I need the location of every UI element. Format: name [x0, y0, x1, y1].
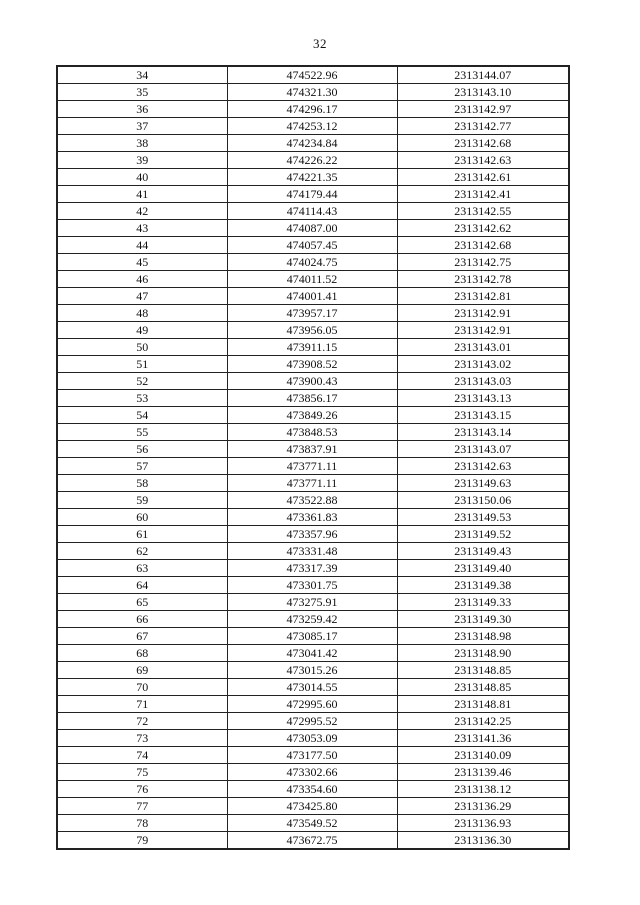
table-row [57, 66, 569, 84]
x-coordinate-cell: 473014.55 [227, 679, 397, 696]
table-row [57, 679, 569, 696]
x-coordinate-cell: 473085.17 [227, 628, 397, 645]
y-coordinate-cell: 2313142.91 [397, 322, 569, 339]
y-coordinate-cell: 2313143.15 [397, 407, 569, 424]
point-number-cell: 63 [57, 560, 227, 577]
table-row [57, 271, 569, 288]
point-number-cell: 59 [57, 492, 227, 509]
point-number-cell: 39 [57, 152, 227, 169]
table-row [57, 492, 569, 509]
y-coordinate-cell: 2313143.01 [397, 339, 569, 356]
table-row [57, 186, 569, 203]
y-coordinate-cell: 2313149.63 [397, 475, 569, 492]
y-coordinate-cell: 2313138.12 [397, 781, 569, 798]
table-row [57, 713, 569, 730]
y-coordinate-cell: 2313142.68 [397, 237, 569, 254]
x-coordinate-cell: 473301.75 [227, 577, 397, 594]
y-coordinate-cell: 2313143.07 [397, 441, 569, 458]
y-coordinate-cell: 2313142.77 [397, 118, 569, 135]
point-number-cell: 50 [57, 339, 227, 356]
x-coordinate-cell: 474087.00 [227, 220, 397, 237]
x-coordinate-cell: 473357.96 [227, 526, 397, 543]
point-number-cell: 77 [57, 798, 227, 815]
y-coordinate-cell: 2313149.53 [397, 509, 569, 526]
y-coordinate-cell: 2313136.93 [397, 815, 569, 832]
y-coordinate-cell: 2313142.81 [397, 288, 569, 305]
table-row [57, 458, 569, 475]
x-coordinate-cell: 473911.15 [227, 339, 397, 356]
x-coordinate-cell: 474114.43 [227, 203, 397, 220]
point-number-cell: 73 [57, 730, 227, 747]
y-coordinate-cell: 2313149.43 [397, 543, 569, 560]
x-coordinate-cell: 473041.42 [227, 645, 397, 662]
point-number-cell: 69 [57, 662, 227, 679]
y-coordinate-cell: 2313148.90 [397, 645, 569, 662]
x-coordinate-cell: 474253.12 [227, 118, 397, 135]
table-row [57, 764, 569, 781]
point-number-cell: 64 [57, 577, 227, 594]
coordinate-table [56, 65, 570, 850]
table-row [57, 390, 569, 407]
table-row [57, 815, 569, 832]
point-number-cell: 45 [57, 254, 227, 271]
point-number-cell: 66 [57, 611, 227, 628]
point-number-cell: 54 [57, 407, 227, 424]
x-coordinate-cell: 473275.91 [227, 594, 397, 611]
point-number-cell: 55 [57, 424, 227, 441]
table-row [57, 594, 569, 611]
y-coordinate-cell: 2313143.02 [397, 356, 569, 373]
x-coordinate-cell: 473015.26 [227, 662, 397, 679]
x-coordinate-cell: 473259.42 [227, 611, 397, 628]
point-number-cell: 72 [57, 713, 227, 730]
x-coordinate-cell: 473771.11 [227, 475, 397, 492]
y-coordinate-cell: 2313139.46 [397, 764, 569, 781]
table-row [57, 152, 569, 169]
point-number-cell: 36 [57, 101, 227, 118]
y-coordinate-cell: 2313142.68 [397, 135, 569, 152]
table-row [57, 254, 569, 271]
x-coordinate-cell: 474221.35 [227, 169, 397, 186]
point-number-cell: 71 [57, 696, 227, 713]
table-row [57, 526, 569, 543]
table-row [57, 339, 569, 356]
x-coordinate-cell: 473302.66 [227, 764, 397, 781]
y-coordinate-cell: 2313140.09 [397, 747, 569, 764]
table-row [57, 322, 569, 339]
point-number-cell: 42 [57, 203, 227, 220]
point-number-cell: 75 [57, 764, 227, 781]
x-coordinate-cell: 474179.44 [227, 186, 397, 203]
y-coordinate-cell: 2313142.41 [397, 186, 569, 203]
x-coordinate-cell: 473856.17 [227, 390, 397, 407]
y-coordinate-cell: 2313142.62 [397, 220, 569, 237]
table-row [57, 441, 569, 458]
y-coordinate-cell: 2313143.14 [397, 424, 569, 441]
x-coordinate-cell: 473549.52 [227, 815, 397, 832]
point-number-cell: 74 [57, 747, 227, 764]
y-coordinate-cell: 2313143.03 [397, 373, 569, 390]
table-row [57, 662, 569, 679]
y-coordinate-cell: 2313143.13 [397, 390, 569, 407]
table-row [57, 577, 569, 594]
x-coordinate-cell: 473425.80 [227, 798, 397, 815]
point-number-cell: 61 [57, 526, 227, 543]
point-number-cell: 62 [57, 543, 227, 560]
y-coordinate-cell: 2313148.81 [397, 696, 569, 713]
page-number: 32 [313, 36, 327, 51]
table-row [57, 645, 569, 662]
point-number-cell: 68 [57, 645, 227, 662]
y-coordinate-cell: 2313149.52 [397, 526, 569, 543]
x-coordinate-cell: 473900.43 [227, 373, 397, 390]
table-row [57, 543, 569, 560]
table-row [57, 203, 569, 220]
x-coordinate-cell: 473177.50 [227, 747, 397, 764]
table-row [57, 373, 569, 390]
x-coordinate-cell: 473361.83 [227, 509, 397, 526]
y-coordinate-cell: 2313141.36 [397, 730, 569, 747]
x-coordinate-cell: 473956.05 [227, 322, 397, 339]
y-coordinate-cell: 2313144.07 [397, 66, 569, 84]
point-number-cell: 58 [57, 475, 227, 492]
y-coordinate-cell: 2313149.33 [397, 594, 569, 611]
point-number-cell: 57 [57, 458, 227, 475]
table-row [57, 832, 569, 850]
y-coordinate-cell: 2313149.30 [397, 611, 569, 628]
x-coordinate-cell: 473672.75 [227, 832, 397, 850]
x-coordinate-cell: 474234.84 [227, 135, 397, 152]
y-coordinate-cell: 2313142.97 [397, 101, 569, 118]
table-row [57, 356, 569, 373]
x-coordinate-cell: 474024.75 [227, 254, 397, 271]
point-number-cell: 43 [57, 220, 227, 237]
table-row [57, 611, 569, 628]
y-coordinate-cell: 2313142.63 [397, 152, 569, 169]
x-coordinate-cell: 473354.60 [227, 781, 397, 798]
y-coordinate-cell: 2313142.91 [397, 305, 569, 322]
point-number-cell: 37 [57, 118, 227, 135]
table-row [57, 628, 569, 645]
x-coordinate-cell: 473771.11 [227, 458, 397, 475]
point-number-cell: 51 [57, 356, 227, 373]
point-number-cell: 52 [57, 373, 227, 390]
y-coordinate-cell: 2313149.40 [397, 560, 569, 577]
table-row [57, 237, 569, 254]
y-coordinate-cell: 2313150.06 [397, 492, 569, 509]
y-coordinate-cell: 2313143.10 [397, 84, 569, 101]
point-number-cell: 49 [57, 322, 227, 339]
point-number-cell: 46 [57, 271, 227, 288]
x-coordinate-cell: 473053.09 [227, 730, 397, 747]
point-number-cell: 78 [57, 815, 227, 832]
y-coordinate-cell: 2313136.29 [397, 798, 569, 815]
point-number-cell: 60 [57, 509, 227, 526]
x-coordinate-cell: 473908.52 [227, 356, 397, 373]
point-number-cell: 65 [57, 594, 227, 611]
point-number-cell: 34 [57, 66, 227, 84]
x-coordinate-cell: 473849.26 [227, 407, 397, 424]
x-coordinate-cell: 474321.30 [227, 84, 397, 101]
x-coordinate-cell: 474001.41 [227, 288, 397, 305]
point-number-cell: 44 [57, 237, 227, 254]
table-row [57, 475, 569, 492]
table-row [57, 169, 569, 186]
x-coordinate-cell: 472995.60 [227, 696, 397, 713]
table-row [57, 509, 569, 526]
table-row [57, 305, 569, 322]
x-coordinate-cell: 474057.45 [227, 237, 397, 254]
y-coordinate-cell: 2313142.78 [397, 271, 569, 288]
table-row [57, 730, 569, 747]
point-number-cell: 38 [57, 135, 227, 152]
point-number-cell: 40 [57, 169, 227, 186]
table-row [57, 84, 569, 101]
point-number-cell: 47 [57, 288, 227, 305]
coordinate-table-body [57, 66, 569, 849]
x-coordinate-cell: 473522.88 [227, 492, 397, 509]
y-coordinate-cell: 2313148.98 [397, 628, 569, 645]
table-row [57, 747, 569, 764]
y-coordinate-cell: 2313142.25 [397, 713, 569, 730]
table-row [57, 220, 569, 237]
point-number-cell: 70 [57, 679, 227, 696]
y-coordinate-cell: 2313142.75 [397, 254, 569, 271]
point-number-cell: 79 [57, 832, 227, 850]
point-number-cell: 76 [57, 781, 227, 798]
y-coordinate-cell: 2313142.55 [397, 203, 569, 220]
table-row [57, 424, 569, 441]
point-number-cell: 67 [57, 628, 227, 645]
table-row [57, 118, 569, 135]
table-row [57, 560, 569, 577]
table-row [57, 696, 569, 713]
y-coordinate-cell: 2313148.85 [397, 662, 569, 679]
y-coordinate-cell: 2313142.61 [397, 169, 569, 186]
x-coordinate-cell: 473317.39 [227, 560, 397, 577]
x-coordinate-cell: 474522.96 [227, 66, 397, 84]
point-number-cell: 53 [57, 390, 227, 407]
y-coordinate-cell: 2313142.63 [397, 458, 569, 475]
x-coordinate-cell: 473957.17 [227, 305, 397, 322]
x-coordinate-cell: 473331.48 [227, 543, 397, 560]
y-coordinate-cell: 2313148.85 [397, 679, 569, 696]
x-coordinate-cell: 472995.52 [227, 713, 397, 730]
x-coordinate-cell: 473837.91 [227, 441, 397, 458]
y-coordinate-cell: 2313149.38 [397, 577, 569, 594]
table-row [57, 101, 569, 118]
table-row [57, 798, 569, 815]
table-row [57, 781, 569, 798]
y-coordinate-cell: 2313136.30 [397, 832, 569, 850]
point-number-cell: 35 [57, 84, 227, 101]
point-number-cell: 56 [57, 441, 227, 458]
table-row [57, 288, 569, 305]
x-coordinate-cell: 474011.52 [227, 271, 397, 288]
table-row [57, 135, 569, 152]
x-coordinate-cell: 474226.22 [227, 152, 397, 169]
point-number-cell: 41 [57, 186, 227, 203]
x-coordinate-cell: 474296.17 [227, 101, 397, 118]
x-coordinate-cell: 473848.53 [227, 424, 397, 441]
point-number-cell: 48 [57, 305, 227, 322]
table-row [57, 407, 569, 424]
